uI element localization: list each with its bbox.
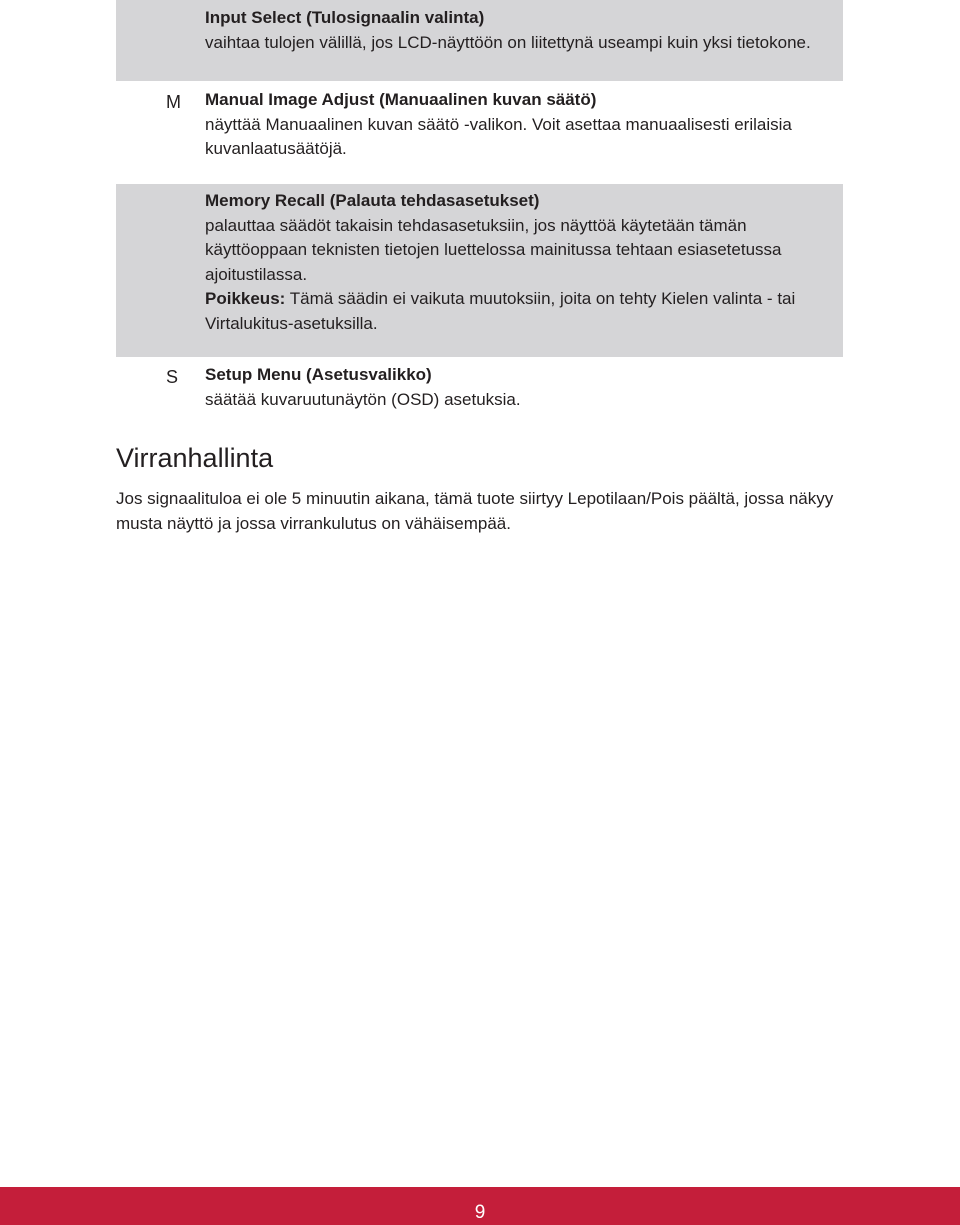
entry-exception [205, 287, 835, 336]
entry-title: Memory Recall (Palauta tehdasasetukset) [205, 191, 540, 210]
entry-content [205, 189, 835, 336]
entry-memory-recall [116, 184, 843, 357]
entry-title: Input Select (Tulosignaalin valinta) [205, 8, 485, 27]
entry-description: säätää kuvaruutunäytön (OSD) asetuksia. [205, 389, 521, 409]
exception-label: Poikkeus: [205, 289, 286, 308]
entry-title: Manual Image Adjust (Manuaalinen kuvan säätö) [205, 90, 597, 109]
page-footer [0, 1187, 960, 1225]
entry-content [205, 88, 835, 162]
entry-key: S [166, 367, 179, 387]
entry-description: vaihtaa tulojen välillä, jos LCD-näyttöön on liitettynä useampi kuin yksi tietokone. [205, 32, 811, 52]
entry-content [205, 6, 835, 55]
entry-content [205, 363, 835, 412]
entry-description: palauttaa säädöt takaisin tehdasasetuksiin, jos näyttöä käytetään tämän käyttöoppaan teknisten tietojen luettelossa mainitussa tehtaan esiasetetussa ajoitustilassa. [205, 215, 782, 284]
entry-setup-menu [116, 357, 843, 417]
entry-input-select [116, 0, 843, 81]
entry-description: näyttää Manuaalinen kuvan säätö -valikon. Voit asettaa manuaalisesti erilaisia kuvanlaatusäätöjä. [205, 114, 792, 158]
exception-text: Tämä säädin ei vaikuta muutoksiin, joita on tehty Kielen valinta - tai Virtalukitus-asetuksilla. [205, 289, 796, 333]
section-heading: Virranhallinta [116, 443, 274, 473]
entry-title: Setup Menu (Asetusvalikko) [205, 365, 432, 384]
section-body: Jos signaalituloa ei ole 5 minuutin aikana, tämä tuote siirtyy Lepotilaan/Pois päältä, jossa näkyy musta näyttö ja jossa virrankulutus on vähäisempää. [116, 489, 834, 533]
entry-manual-image-adjust [116, 81, 843, 184]
page-number: 9 [474, 1202, 486, 1223]
entry-key: M [166, 92, 181, 112]
